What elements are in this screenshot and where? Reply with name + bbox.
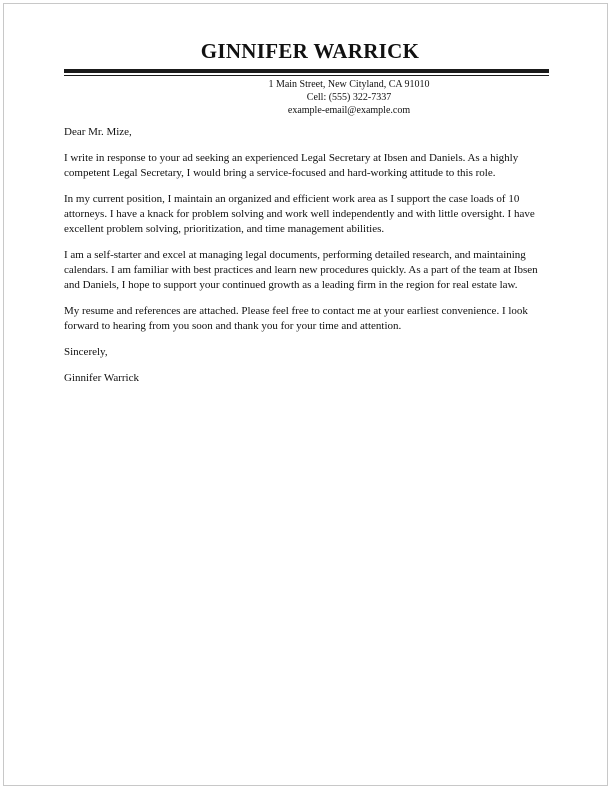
contact-block: [64, 78, 549, 117]
paragraph-2: In my current position, I maintain an organized and efficient work area as I support the case loads of 10 attorneys. I have a knack for problem solving and work well independently and with little oversight. I have excellent problem solving, prioritization, and time management abilities.: [64, 193, 535, 235]
paragraph-4: My resume and references are attached. Please feel free to contact me at your earliest convenience. I look forward to hearing from you soon and thank you for your time and attention.: [64, 305, 528, 332]
header-rule-thick: [64, 69, 549, 73]
sender-address: 1 Main Street, New Cityland, CA 91010: [268, 79, 430, 90]
sender-email: example-email@example.com: [287, 105, 411, 116]
sender-cell: Cell: (555) 322-7337: [306, 92, 392, 103]
closing: Sincerely,: [64, 346, 108, 358]
paragraph-1: I write in response to your ad seeking an experienced Legal Secretary at Ibsen and Daniels. As a highly competent Legal Secretary, I would bring a service-focused and hard-working attitude to this role.: [64, 152, 519, 179]
letter-body: [64, 125, 549, 386]
signature-name: Ginnifer Warrick: [64, 372, 139, 384]
sender-name: GINNIFER WARRICK: [200, 39, 420, 63]
paragraph-3: I am a self-starter and excel at managing legal documents, performing detailed research, and maintaining calendars. I am familiar with best practices and learn new procedures quickly. As a part of the team at Ibsen and Daniels, I hope to support your continued growth as a leading firm in the region for real estate law.: [64, 249, 538, 291]
cover-letter: [64, 38, 549, 397]
salutation: Dear Mr. Mize,: [64, 126, 132, 138]
header-rule-thin: [64, 75, 549, 76]
